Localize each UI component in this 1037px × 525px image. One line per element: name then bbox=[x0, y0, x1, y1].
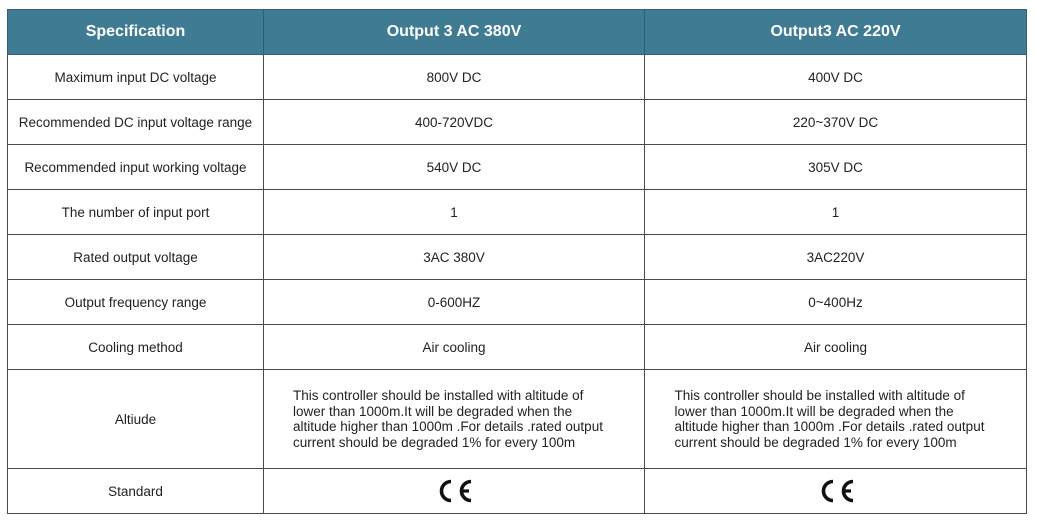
row-label: Standard bbox=[8, 469, 264, 514]
header-output-380v: Output 3 AC 380V bbox=[264, 10, 645, 55]
value-380v: 540V DC bbox=[264, 145, 645, 190]
row-label: Maximum input DC voltage bbox=[8, 55, 264, 100]
value-220v-cell bbox=[645, 469, 1027, 514]
value-380v: 800V DC bbox=[264, 55, 645, 100]
value-380v: 400-720VDC bbox=[264, 100, 645, 145]
value-380v-cell bbox=[264, 469, 645, 514]
value-220v: Air cooling bbox=[645, 325, 1027, 370]
row-label: Recommended input working voltage bbox=[8, 145, 264, 190]
row-label: Altiude bbox=[8, 370, 264, 469]
value-220v: 3AC220V bbox=[645, 235, 1027, 280]
table-row bbox=[8, 55, 1027, 100]
table-row-altitude bbox=[8, 370, 1027, 469]
row-label: Cooling method bbox=[8, 325, 264, 370]
table-row bbox=[8, 325, 1027, 370]
value-380v: 3AC 380V bbox=[264, 235, 645, 280]
altitude-note-380v: This controller should be installed with altitude of lower than 1000m.It will be degraded when the altitude higher than 1000m .For details .rated output current should be degraded 1% for every 100m bbox=[293, 388, 603, 450]
value-380v: Air cooling bbox=[264, 325, 645, 370]
altitude-note-220v: This controller should be installed with altitude of lower than 1000m.It will be degraded when the altitude higher than 1000m .For details .rated output current should be degraded 1% for every 100m bbox=[674, 388, 985, 450]
table-row bbox=[8, 235, 1027, 280]
table-row bbox=[8, 145, 1027, 190]
table-row bbox=[8, 280, 1027, 325]
value-220v: 305V DC bbox=[645, 145, 1027, 190]
header-output-220v: Output3 AC 220V bbox=[645, 10, 1027, 55]
row-label: The number of input port bbox=[8, 190, 264, 235]
value-220v: 220~370V DC bbox=[645, 100, 1027, 145]
value-220v: 400V DC bbox=[645, 55, 1027, 100]
ce-mark-icon bbox=[434, 477, 474, 505]
value-220v: 1 bbox=[645, 190, 1027, 235]
value-380v: 1 bbox=[264, 190, 645, 235]
row-label: Output frequency range bbox=[8, 280, 264, 325]
table-row bbox=[8, 100, 1027, 145]
header-specification: Specification bbox=[8, 10, 264, 55]
row-label: Recommended DC input voltage range bbox=[8, 100, 264, 145]
table-row bbox=[8, 190, 1027, 235]
ce-mark-icon bbox=[816, 477, 856, 505]
value-220v: 0~400Hz bbox=[645, 280, 1027, 325]
header-row bbox=[8, 10, 1027, 55]
value-220v-cell bbox=[645, 370, 1027, 469]
value-380v-cell bbox=[264, 370, 645, 469]
row-label: Rated output voltage bbox=[8, 235, 264, 280]
specification-table bbox=[7, 9, 1027, 514]
value-380v: 0-600HZ bbox=[264, 280, 645, 325]
table-row-standard bbox=[8, 469, 1027, 514]
